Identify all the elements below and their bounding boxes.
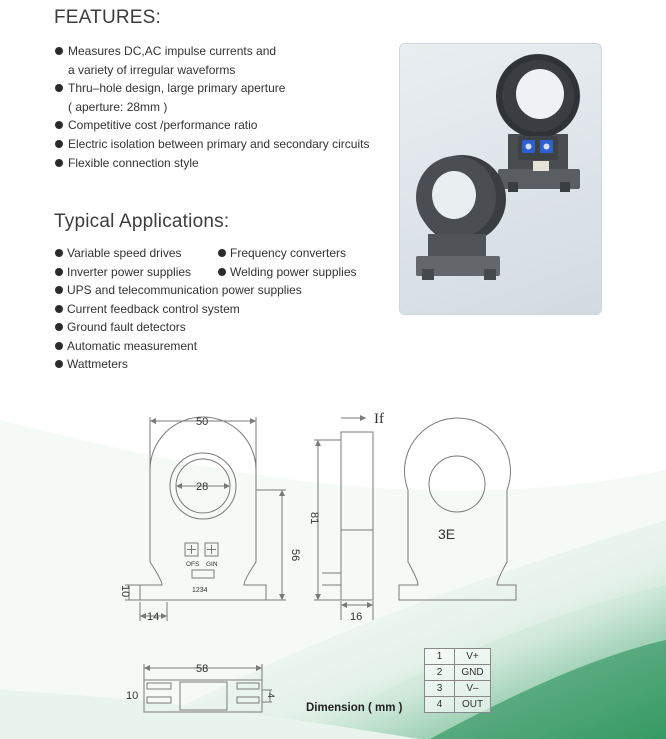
application-text: Ground fault detectors	[67, 320, 186, 334]
application-text: Frequency converters	[230, 246, 347, 260]
side-view	[314, 418, 373, 620]
application-item	[54, 318, 394, 337]
pin-signal: V+	[455, 649, 491, 665]
pin-number: 2	[425, 665, 455, 681]
pin-signal: GND	[455, 665, 491, 681]
dim-height-label: 56	[289, 549, 301, 562]
gin-label: GIN	[206, 561, 218, 568]
feature-item	[54, 42, 394, 79]
product-photo	[399, 43, 602, 315]
bullet-icon	[55, 268, 63, 276]
pinout-table	[424, 648, 491, 713]
pin-number: 3	[425, 681, 455, 697]
feature-item	[54, 154, 394, 173]
application-text: Inverter power supplies	[67, 264, 192, 279]
features-heading: FEATURES:	[54, 7, 162, 28]
current-sensor-illustration	[400, 44, 601, 314]
dim-depth-label: 16	[350, 611, 363, 623]
bullet-icon	[55, 121, 63, 129]
application-text: Current feedback control system	[67, 301, 240, 316]
application-item	[54, 355, 394, 374]
pin-number: 4	[425, 697, 455, 713]
bullet-icon	[55, 323, 63, 331]
current-direction-label: If	[374, 411, 384, 427]
dim-base-label: 10	[119, 585, 131, 598]
applications-heading: Typical Applications:	[54, 211, 230, 232]
feature-item	[54, 116, 394, 135]
sensor-back-image	[496, 54, 580, 192]
ofs-label: OFS	[186, 561, 200, 568]
application-text: UPS and telecommunication power supplies	[67, 283, 302, 297]
feature-text-cont: a variety of irregular waveforms	[68, 62, 236, 77]
table-row	[425, 665, 491, 681]
feature-item	[54, 135, 394, 154]
bullet-icon	[55, 360, 63, 368]
sensor-front-image	[416, 155, 506, 280]
application-item	[54, 337, 394, 356]
application-item	[54, 244, 217, 263]
application-item	[54, 300, 394, 319]
feature-text-cont: ( aperture: 28mm )	[68, 99, 168, 114]
feature-item	[54, 79, 394, 116]
applications-list	[54, 244, 394, 374]
pin-signal: OUT	[455, 697, 491, 713]
feature-text: Measures DC,AC impulse currents and	[68, 44, 277, 58]
features-list	[54, 42, 394, 172]
bullet-icon	[55, 47, 63, 55]
bullet-icon	[55, 249, 63, 257]
bullet-icon	[55, 140, 63, 148]
application-item	[54, 281, 394, 300]
table-row	[425, 681, 491, 697]
feature-text: Competitive cost /performance ratio	[68, 118, 258, 133]
dimension-units-label: Dimension ( mm )	[306, 702, 403, 714]
bullet-icon	[55, 342, 63, 350]
dim-bottom-height-label: 10	[126, 690, 139, 702]
application-text: Variable speed drives	[67, 246, 182, 260]
application-text: Wattmeters	[67, 357, 128, 371]
back-view	[399, 418, 516, 600]
dim-aperture-label: 28	[196, 481, 209, 493]
table-row	[425, 697, 491, 713]
bullet-icon	[55, 159, 63, 167]
bullet-icon	[55, 84, 63, 92]
model-label: 3E	[438, 526, 456, 542]
bullet-icon	[218, 268, 226, 276]
dim-foot-label: 14	[147, 611, 160, 623]
pin-number: 1	[425, 649, 455, 665]
dim-total-height-label: 81	[308, 512, 320, 525]
application-text: Automatic measurement	[67, 338, 198, 353]
application-text: Welding power supplies	[230, 264, 357, 279]
application-item	[54, 263, 217, 282]
dim-width-label: 50	[196, 416, 209, 428]
dim-slot-label: 4	[266, 693, 276, 699]
bullet-icon	[218, 249, 226, 257]
pin-signal: V–	[455, 681, 491, 697]
bullet-icon	[55, 305, 63, 313]
bullet-icon	[55, 286, 63, 294]
pin-numbers-label: 1234	[192, 587, 208, 594]
feature-text: Flexible connection style	[68, 155, 199, 170]
application-item	[217, 263, 357, 282]
dimension-drawings	[0, 395, 666, 739]
table-row	[425, 649, 491, 665]
feature-text: Electric isolation between primary and secondary circuits	[68, 136, 370, 151]
dim-bottom-width-label: 58	[196, 663, 209, 675]
feature-text: Thru–hole design, large primary aperture	[68, 81, 286, 96]
application-item	[217, 244, 346, 263]
